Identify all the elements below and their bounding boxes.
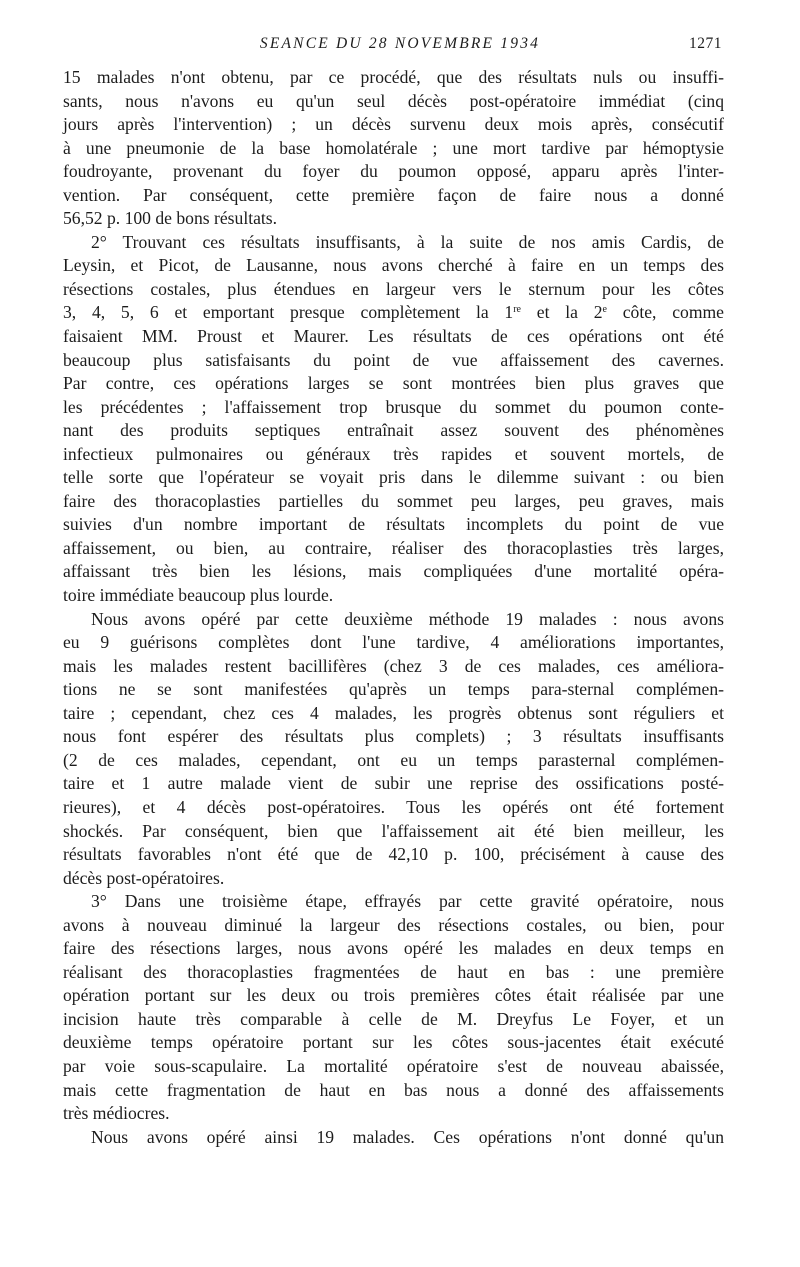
text-line: très médiocres. bbox=[63, 1103, 170, 1124]
text-line: foudroyante, provenant du foyer du poumon opposé, apparu après l'inter- bbox=[63, 161, 724, 182]
text-line: suivies d'un nombre important de résultats incomplets du point de vue bbox=[63, 514, 724, 535]
text-line: résultats favorables n'ont été que de 42,10 p. 100, précisément à cause des bbox=[63, 844, 724, 865]
text-line: tions ne se sont manifestées qu'après un temps para-sternal complémen- bbox=[63, 679, 724, 700]
text-line: eu 9 guérisons complètes dont l'une tardive, 4 améliorations importantes, bbox=[63, 632, 724, 653]
text-line-with-superscripts bbox=[63, 301, 724, 325]
text-line: résections costales, plus étendues en largeur vers le sternum pour les côtes bbox=[63, 278, 724, 299]
paragraph-start-line: Nous avons opéré ainsi 19 malades. Ces opérations n'ont donné qu'un bbox=[91, 1126, 724, 1147]
text-line: infectieux pulmonaires ou généraux très rapides et souvent mortels, de bbox=[63, 443, 724, 464]
text-line: à une pneumonie de la base homolatérale ; une mort tardive par hémoptysie bbox=[63, 137, 724, 158]
text-segment: côte, comme bbox=[606, 302, 724, 323]
paragraph-start-line: Nous avons opéré par cette deuxième méthode 19 malades : nous avons bbox=[91, 608, 724, 629]
text-line: taire et 1 autre malade vient de subir une reprise des ossifications posté- bbox=[63, 773, 724, 794]
text-line: réalisant des thoracoplasties fragmentées de haut en bas : une première bbox=[63, 961, 724, 982]
text-line: décès post-opératoires. bbox=[63, 867, 225, 888]
superscript: e bbox=[602, 304, 607, 316]
text-line: shockés. Par conséquent, bien que l'affaissement ait été bien meilleur, les bbox=[63, 820, 724, 841]
text-line: 56,52 p. 100 de bons résultats. bbox=[63, 208, 278, 229]
text-line: affaissement, ou bien, au contraire, réaliser des thoracoplasties très larges, bbox=[63, 537, 724, 558]
text-line: nous font espérer des résultats plus complets) ; 3 résultats insuffisants bbox=[63, 726, 724, 747]
text-line: mais les malades restent bacillifères (chez 3 de ces malades, ces améliora- bbox=[63, 655, 724, 676]
paragraph-start-line: 2° Trouvant ces résultats insuffisants, à la suite de nos amis Cardis, de bbox=[91, 231, 724, 252]
text-line: telle sorte que l'opérateur se voyait pris dans le dilemme suivant : ou bien bbox=[63, 467, 724, 488]
page-header bbox=[0, 35, 800, 57]
text-line: nant des produits septiques entraînait assez souvent des phénomènes bbox=[63, 420, 724, 441]
text-line: les précédentes ; l'affaissement trop brusque du sommet du poumon conte- bbox=[63, 396, 724, 417]
text-line: 15 malades n'ont obtenu, par ce procédé, que des résultats nuls ou insuffi- bbox=[63, 67, 724, 87]
text-line: faisaient MM. Proust et Maurer. Les résultats de ces opérations ont été bbox=[63, 326, 724, 347]
text-segment: 3, 4, 5, 6 et emportant presque complètement la 1 bbox=[63, 302, 514, 323]
text-line: incision haute très comparable à celle de M. Dreyfus Le Foyer, et un bbox=[63, 1008, 724, 1029]
text-line: Leysin, et Picot, de Lausanne, nous avons cherché à faire en un temps des bbox=[63, 255, 724, 276]
text-line: beaucoup plus satisfaisants du point de vue affaissement des cavernes. bbox=[63, 349, 724, 370]
text-line: opération portant sur les deux ou trois premières côtes était réalisée par une bbox=[63, 985, 724, 1006]
superscript: re bbox=[513, 304, 521, 316]
text-line: sants, nous n'avons eu qu'un seul décès post-opératoire immédiat (cinq bbox=[63, 90, 724, 111]
text-line: faire des thoracoplasties partielles du sommet peu larges, peu graves, mais bbox=[63, 490, 724, 511]
text-line: (2 de ces malades, cependant, ont eu un temps parasternal complémen- bbox=[63, 749, 724, 770]
page-number: 1271 bbox=[689, 35, 722, 52]
text-line: mais cette fragmentation de haut en bas nous a donné des affaissements bbox=[63, 1079, 724, 1100]
text-line: faire des résections larges, nous avons opéré les malades en deux temps en bbox=[63, 938, 724, 959]
text-line: toire immédiate beaucoup plus lourde. bbox=[63, 585, 334, 606]
text-line: vention. Par conséquent, cette première façon de faire nous a donné bbox=[63, 184, 724, 205]
text-line: affaissant très bien les lésions, mais compliquées d'une mortalité opéra- bbox=[63, 561, 724, 582]
text-line: rieures), et 4 décès post-opératoires. Tous les opérés ont été fortement bbox=[63, 796, 724, 817]
body-text bbox=[63, 66, 724, 1149]
text-line: deuxième temps opératoire portant sur les côtes sous-jacentes était exécuté bbox=[63, 1032, 724, 1053]
text-segment: et la 2 bbox=[521, 302, 603, 323]
running-head: SEANCE DU 28 NOVEMBRE 1934 bbox=[259, 35, 541, 52]
paragraph-start-line: 3° Dans une troisième étape, effrayés par cette gravité opératoire, nous bbox=[91, 891, 724, 912]
text-line: par voie sous-scapulaire. La mortalité opératoire s'est de nouveau abaissée, bbox=[63, 1055, 724, 1076]
text-line: Par contre, ces opérations larges se sont montrées bien plus graves que bbox=[63, 373, 724, 394]
text-line: taire ; cependant, chez ces 4 malades, les progrès obtenus sont réguliers et bbox=[63, 702, 724, 723]
text-line: jours après l'intervention) ; un décès survenu deux mois après, consécutif bbox=[63, 114, 724, 135]
text-line: avons à nouveau diminué la largeur des résections costales, ou bien, pour bbox=[63, 914, 724, 935]
